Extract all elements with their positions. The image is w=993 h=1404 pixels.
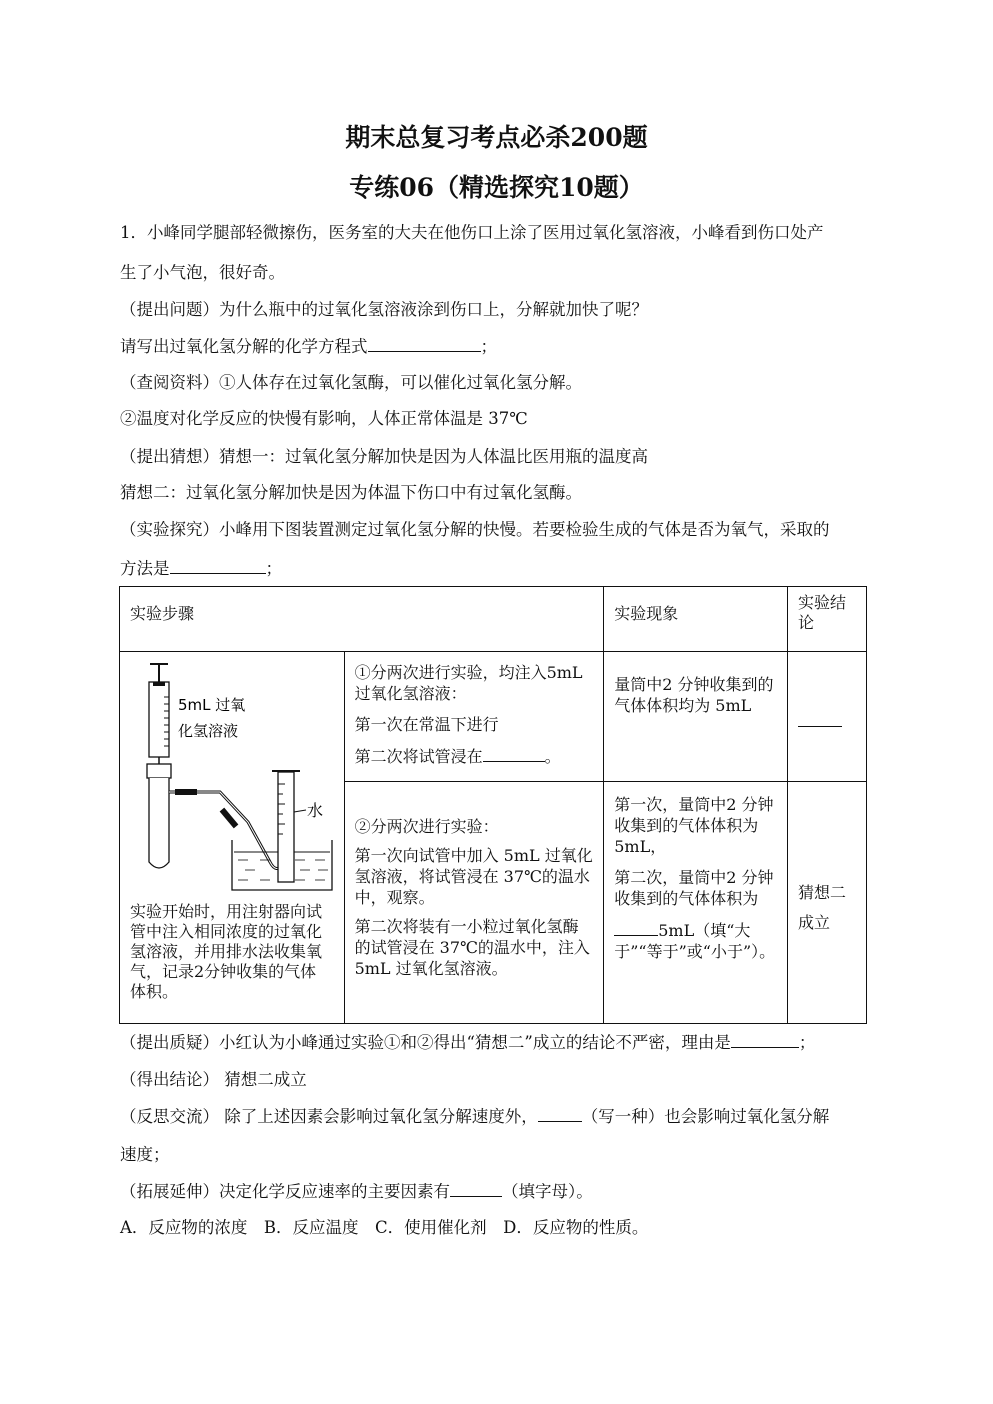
question-intro-line1: 1．小峰同学腿部轻微擦伤，医务室的大夫在他伤口上涂了医用过氧化氢溶液，小峰看到伤口处产 bbox=[120, 223, 824, 242]
row1-step-a: ①分两次进行实验，均注入5mL 过氧化氢溶液： bbox=[354, 663, 583, 703]
header-phenomenon: 实验现象 bbox=[604, 587, 788, 652]
reflect-blank[interactable] bbox=[538, 1105, 582, 1122]
row2-step-c: 第二次将装有一小粒过氧化氢酶的试管浸在 37℃的温水中，注入 5mL 过氧化氢溶液。 bbox=[354, 917, 590, 978]
equation-line bbox=[120, 333, 497, 357]
guess-line2: 猜想二：过氧化氢分解加快是因为体温下伤口中有过氧化氢酶。 bbox=[120, 483, 582, 502]
header-conclusion: 实验结论 bbox=[788, 587, 867, 652]
conclude-line: （得出结论） 猜想二成立 bbox=[120, 1070, 307, 1089]
row1-phenomenon: 量筒中2 分钟收集到的气体体积均为 5mL bbox=[604, 652, 788, 782]
row2-phenomenon bbox=[604, 782, 788, 1024]
row2-step-b: 第一次向试管中加入 5mL 过氧化氢溶液，将试管浸在 37℃的温水中，观察。 bbox=[354, 846, 593, 907]
reflect-line2: 速度； bbox=[120, 1145, 170, 1164]
apparatus-cell bbox=[120, 652, 345, 1024]
question-intro-line2: 生了小气泡，很好奇。 bbox=[120, 263, 285, 282]
row1-steps bbox=[344, 652, 604, 782]
reflect-line1: （反思交流） 除了上述因素会影响过氧化氢分解速度外， （写一种）也会影响过氧化氢分解 bbox=[120, 1107, 830, 1126]
page-subtitle: 专练06（精选探究10题） bbox=[349, 173, 644, 202]
header-step: 实验步骤 bbox=[120, 587, 604, 652]
doubt-line: （提出质疑）小红认为小峰通过实验①和②得出“猜想二”成立的结论不严密，理由是 ； bbox=[120, 1033, 816, 1052]
guess-line1: （提出猜想）猜想一：过氧化氢分解加快是因为人体温比医用瓶的温度高 bbox=[120, 447, 648, 466]
experiment-table bbox=[119, 586, 867, 1024]
options-line: A．反应物的浓度 B．反应温度 C．使用催化剂 D．反应物的性质。 bbox=[120, 1218, 649, 1237]
row1-step-b: 第一次在常温下进行 bbox=[354, 715, 499, 734]
question-ask: （提出问题）为什么瓶中的过氧化氢溶液涂到伤口上，分解就加快了呢？ bbox=[120, 300, 648, 319]
apparatus-diagram bbox=[120, 652, 344, 902]
lookup-line2: ②温度对化学反应的快慢有影响，人体正常体温是 37℃ bbox=[120, 409, 528, 428]
row2-steps bbox=[344, 782, 604, 1024]
row1-step-c: 第二次将试管浸在 。 bbox=[354, 747, 561, 766]
equation-prefix: 请写出过氧化氢分解的化学方程式 bbox=[120, 337, 368, 356]
explore-prefix: 方法是 bbox=[120, 559, 170, 578]
syringe-label: 5mL 过氧 bbox=[178, 696, 246, 714]
compare-blank[interactable] bbox=[614, 919, 658, 936]
explore-line2 bbox=[120, 555, 282, 579]
page-title: 期末总复习考点必杀200题 bbox=[345, 123, 648, 152]
row2-conclusion: 猜想二成立 bbox=[788, 782, 867, 1024]
syringe-label-2: 化氢溶液 bbox=[178, 722, 239, 740]
apparatus-caption: 实验开始时，用注射器向试管中注入相同浓度的过氧化氢溶液，并用排水法收集氧气，记录2分钟收集的气体体积。 bbox=[130, 902, 323, 1001]
row2-step-a: ②分两次进行实验： bbox=[354, 817, 499, 836]
row2-phen-1: 第一次，量筒中2 分钟收集到的气体体积为 5mL， bbox=[614, 795, 774, 856]
row1-conclusion bbox=[788, 652, 867, 782]
temperature-blank[interactable] bbox=[483, 745, 545, 762]
row2-phen-2: 第二次，量筒中2 分钟收集到的气体体积为 bbox=[614, 868, 774, 908]
extend-line: （拓展延伸）决定化学反应速率的主要因素有 （填字母）。 bbox=[120, 1182, 593, 1201]
explore-suffix: ； bbox=[265, 559, 282, 578]
doubt-blank[interactable] bbox=[731, 1031, 799, 1048]
method-blank[interactable] bbox=[170, 557, 266, 574]
extend-blank[interactable] bbox=[450, 1180, 502, 1197]
explore-line1: （实验探究）小峰用下图装置测定过氧化氢分解的快慢。若要检验生成的气体是否为氧气，采取的 bbox=[120, 520, 830, 539]
row1-conclusion-blank[interactable] bbox=[798, 710, 842, 727]
equation-blank[interactable] bbox=[368, 335, 481, 352]
row2-phen-3: 5mL（填“大于”“等于”或“小于”）。 bbox=[614, 921, 776, 961]
equation-suffix: ； bbox=[480, 337, 497, 356]
lookup-line1: （查阅资料）①人体存在过氧化氢酶，可以催化过氧化氢分解。 bbox=[120, 373, 582, 392]
water-label: 水 bbox=[307, 801, 324, 820]
